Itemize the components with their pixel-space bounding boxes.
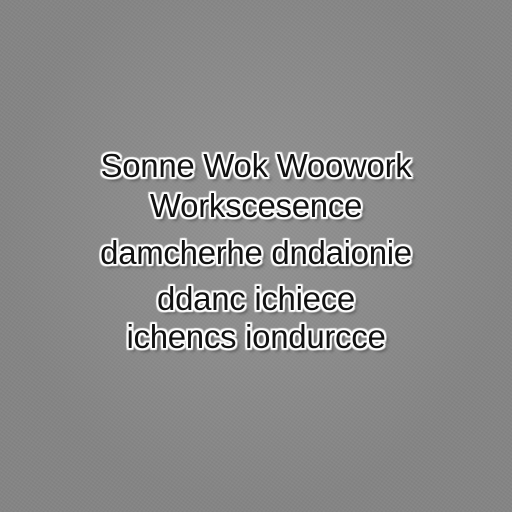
text-line-1: Sonne Wok Woowork [100, 147, 412, 184]
text-line-5: ichencs iondurcce [126, 318, 386, 355]
text-line-4: ddanc ichiece [157, 280, 355, 317]
text-line-3: damcherhe dndaionie [100, 234, 412, 271]
text-line-2: Workscesence [149, 187, 363, 224]
